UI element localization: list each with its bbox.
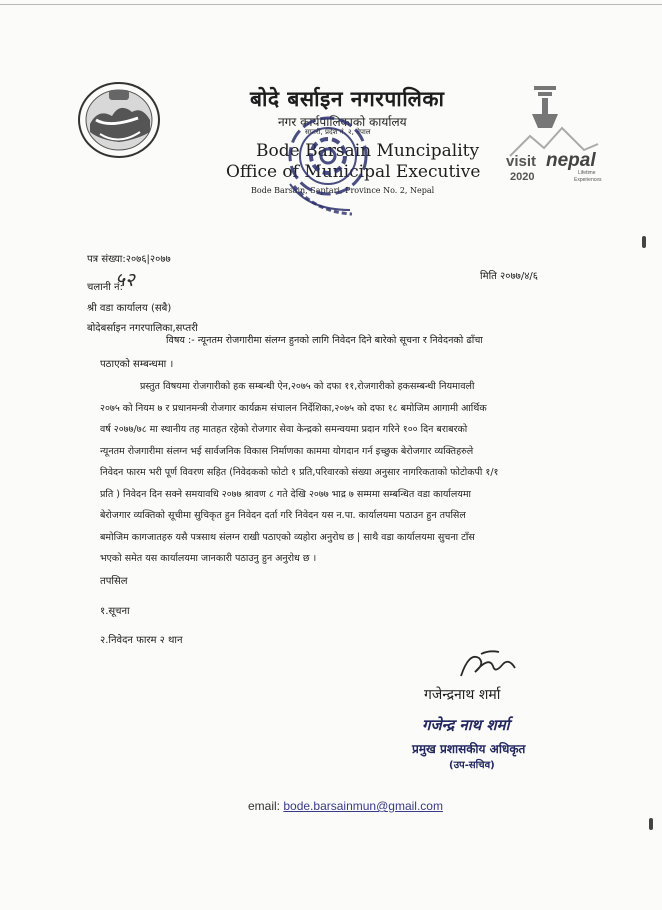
subject-line-2: पठाएको सम्बन्धमा । — [100, 359, 174, 370]
chalani-number-handwritten: ५२ — [115, 269, 135, 291]
office-stamp-icon — [280, 110, 380, 222]
signatory-name: गजेन्द्रनाथ शर्मा — [424, 687, 501, 703]
nepal-emblem-icon — [76, 80, 162, 160]
recipient-line-1: श्री वडा कार्यालय (सबै) — [87, 303, 172, 314]
tapsil-item-2: २.निवेदन फारम २ थान — [100, 635, 183, 646]
body-line: बेरोजगार व्यक्तिको सूचीमा सुचिकृत हुन निवेदन दर्ता गरि निवेदन यस न.पा. कार्यालयमा पठाउन हुन तपसिल — [100, 510, 466, 521]
body-line: भएको समेत यस कार्यालयमा जानकारी पठाउनु हुन अनुरोध छ । — [100, 553, 317, 564]
body-line: न्यूनतम रोजगारीमा संलग्न भई सार्वजनिक विकास निर्माणका काममा योगदान गर्न इच्छुक बेरोजगार व्यक्तिहरुले — [100, 445, 474, 457]
email-footer — [248, 799, 443, 813]
chalani-label: चलानी नं: — [87, 282, 123, 293]
stamp-name: गजेन्द्र नाथ शर्मा — [422, 716, 510, 734]
body-line: निवेदन फारम भरी पूर्ण विवरण सहित (निवेदकको फोटो १ प्रति,परिवारको संख्या अनुसार नागरिकताको फोटोकपी १/१ — [100, 467, 499, 478]
tapsil-heading: तपसिल — [100, 576, 128, 587]
stamp-title: प्रमुख प्रशासकीय अधिकृत — [412, 742, 526, 756]
body-line: वर्ष २०७७/७८ मा स्थानीय तह मातहत रहेको रोजगार सेवा केन्द्रको समन्वयमा प्रदान गरिने १०० दिन बराबरको — [100, 424, 468, 435]
body-line: २०७५ को नियम ७ र प्रधानमन्त्री रोजगार कार्यक्रम संचालन निर्देशिका,२०७५ को दफा १८ बमोजिम आगामी आर्थिक — [100, 402, 487, 414]
tagline-1: Lifetime — [578, 170, 596, 176]
body-line: बमोजिम कागजातहरु यसै पत्रसाथ संलग्न राखी पठाएको व्यहोरा अनुरोध छ | साथै वडा कार्यालयमा सुचना टाँस — [100, 531, 475, 543]
scan-edge-mark — [649, 818, 653, 830]
tagline-2: Experiences — [574, 177, 602, 183]
body-paragraph — [100, 376, 570, 570]
letter-date: मिति २०७७/४/६ — [480, 271, 538, 282]
body-line: प्रति ) निवेदन दिन सक्ने समयावधि २०७७ श्रावण ८ गते देखि २०७७ भाद्र ७ सम्ममा सम्बन्धित वडा कार्यालयमा — [100, 488, 471, 500]
stamp-rank: (उप-सचिव) — [449, 760, 495, 771]
body-line: प्रस्तुत विषयमा रोजगारीको हक सम्बन्धी ऐन,२०७५ को दफा ११,रोजगारीको हकसम्बन्धी नियमावली — [140, 381, 475, 392]
visit-text: visit — [506, 153, 537, 170]
signature-scribble — [455, 648, 525, 682]
municipality-title-en: Bode Barsain Muncipality — [256, 141, 480, 161]
subject-line-1: विषय :- न्यूनतम रोजगारीमा संलग्न हुनको लागि निवेदन दिने बारेको सूचना र निवेदनको ढाँचा — [166, 335, 483, 346]
office-title-en: Office of Municipal Executive — [226, 162, 481, 182]
year-text: 2020 — [510, 171, 535, 183]
scan-edge-mark — [642, 236, 646, 248]
nepal-text: nepal — [546, 150, 596, 171]
patra-sankhya: पत्र संख्या:२०७६|२०७७ — [87, 254, 171, 265]
municipality-title-np: बोदे बर्साइन नगरपालिका — [250, 87, 445, 111]
email-link[interactable]: bode.barsainmun@gmail.com — [283, 799, 443, 813]
email-label: email: — [248, 799, 281, 813]
address-en: Bode Barsain, Saptari, Province No. 2, Nepal — [251, 186, 435, 195]
page-edge-line — [0, 4, 662, 5]
office-title-np: नगर कार्यपालिकाको कार्यालय — [278, 115, 407, 129]
address-np: सप्तरी, प्रदेश नं. २, नेपाल — [305, 128, 371, 136]
visit-nepal-logo — [500, 82, 610, 186]
tapsil-item-1: १.सूचना — [100, 606, 130, 617]
recipient-line-2: बोदेबर्साइन नगरपालिका,सप्तरी — [87, 323, 198, 334]
